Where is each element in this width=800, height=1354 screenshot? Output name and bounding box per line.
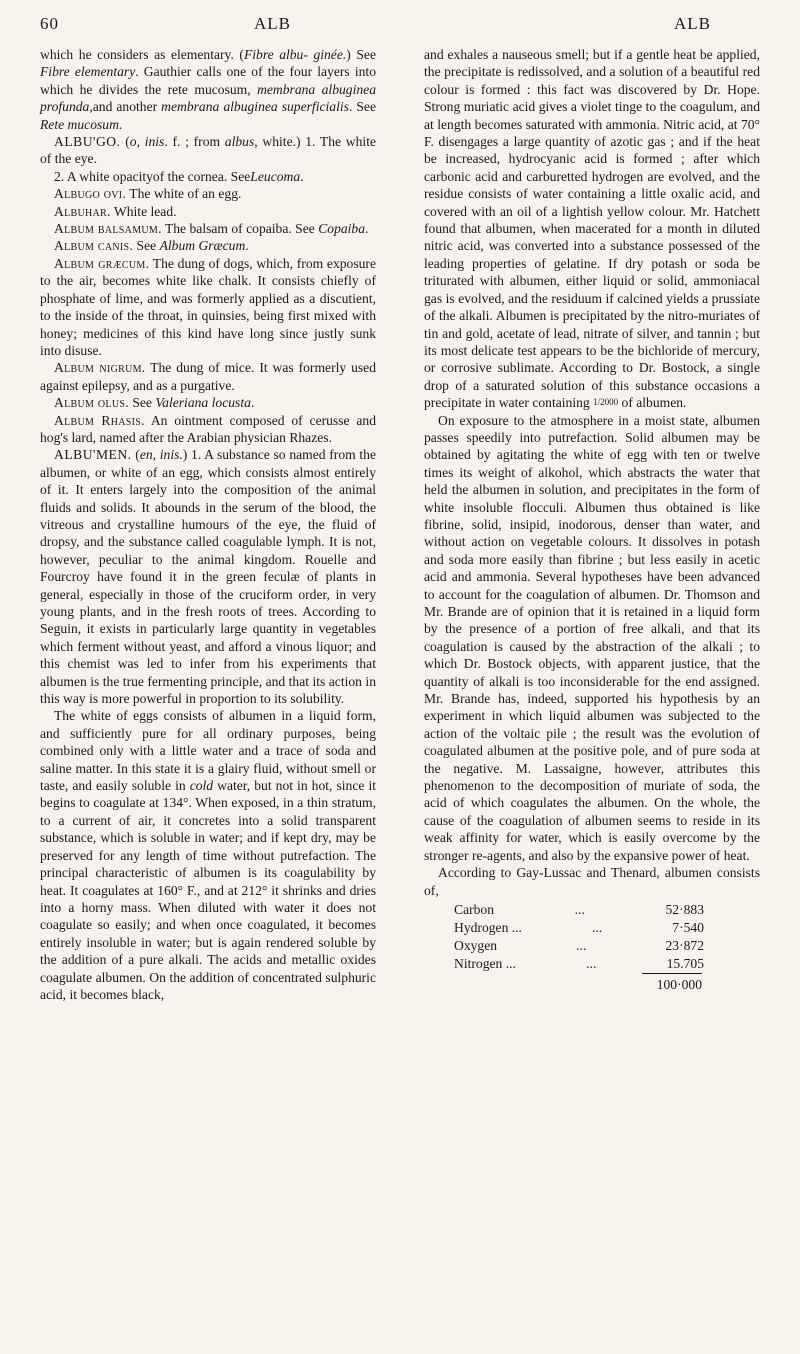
- element-name: Carbon: [454, 901, 495, 917]
- entry-albumen: ALBU'MEN. (en, inis.) 1. A substance so named from the albumen, or white of an egg, which consists almost entirely of it. It enters largely into the composition of the animal fluids and solids. It abounds in the serum of the blood, the vitreous and crystalline humours of the eye, the fluid of dropsy, and the substance called coagulable lymph. It is not, however, peculiar to the animal kingdom. Rouelle and Fourcroy have found it in the green feculæ of plants in general, especially in those of the cruciform order, in very young plants, and in the fresh roots of trees. According to Seguin, it exists in particularly large quantity in vegetables which ferment without yeast, and afford a vinous liquor; and this chemist was led to infer from his experiments that albumen is the true fermenting principle, and that its action in this way is more powerful in proportion to its solubility.: [40, 447, 377, 707]
- entry-albugo: ALBU'GO. (o, inis. f. ; from albus, white.) 1. The white of the eye.: [40, 134, 376, 167]
- paragraph-putrefaction: On exposure to the atmosphere in a moist state, albumen passes speedily into putrefaction. Solid albumen may be obtained by agitating the white of egg with ten or twelve times its weight of alkohol, which abstracts the water that held the albumen in solution, and precipitates in the form of white insoluble flocculi. Albumen thus obtained is like fibrine, solid, insipid, inodorous, denser than water, and without action on vegetable colours. It dissolves in potash and soda more easily than fibrine ; but less easily in acetic acid and ammonia. Several hypotheses have been advanced to account for the coagulation of albumen. Dr. Thomson and Mr. Brande are of opinion that it is retained in a liquid form by the presence of a portion of free alkali, and that its coagulation is caused by the abstraction of the alkali ; to which Dr. Bostock objects, with apparent justice, that the quantity of alkali is too inconsiderable for the end assigned. Mr. Brande has, indeed, supported his hypothesis by an experiment in which liquid albumen was subjected to the action of the voltaic pile ; the result was the evolution of coagulated albumen at the positive pole, and of pure soda at the negative. M. Lassaigne, however, attributes this phenomenon to the decomposition of muriate of soda, the acid of which coagulates the albumen. On the whole, the cause of the coagulation of albumen seems to reside in its weak affinity for water, which is easily overcome by the stronger re-agents, and also by the expansive power of heat.: [424, 412, 760, 863]
- entry-album-graecum: Album græcum. The dung of dogs, which, from exposure to the air, becomes white like chalk. It consists chiefly of phosphate of lime, and was formerly applied as a discutient, to the inside of the throat, in quinsies, being first mixed with honey; medicines of this kind have long since justly sunk into disuse.: [40, 255, 376, 358]
- leader-dots: ...: [574, 901, 585, 917]
- composition-total: 100·000: [642, 973, 702, 993]
- headword: ALBU'MEN.: [54, 447, 132, 463]
- paragraph-albumen-reactions: and exhales a nauseous smell; but if a gentle heat be applied, the precipitate is redissolved, and a solution of a beautiful red colour is formed : this fact was discovered by Dr. Hope. Strong muriatic acid gives a violet tinge to the coagulum, and at length becomes saturated with ammonia. Nitric acid, at 70° F. disengages a large quantity of azotic gas ; and if the heat be increased, hydrocyanic acid is formed ; after which carbonic acid and carburetted hydrogen are evolved, and the residue consists of water containing a little oxalic acid, and covered with an oil of a lightish yellow colour. Mr. Hatchett found that albumen, when macerated for a month in diluted nitric acid, was converted into a substance possessed of the leading properties of gelatine. If dry potash or soda be triturated with albumen, either liquid or solid, ammoniacal gas is evolved, and the residuum if calcined yields a prussiate of the alkali. Albumen is precipitated by the nitro-muriates of tin and gold, acetate of lead, nitrate of silver, and tannin ; but its most delicate test appears to be the bichloride of mercury, or corrosive sublimate. According to Dr. Bostock, a single drop of a saturated solution of this substance occasions a precipitate in water containing 1/2000 of albumen.: [424, 47, 760, 411]
- headword: Albugo ovi.: [54, 186, 127, 202]
- leader-dots: ...: [576, 937, 587, 953]
- entry-album-rhasis: Album Rhasis. An ointment composed of cerusse and hog's lard, named after the Arabian physician Rhazes.: [40, 412, 376, 445]
- page-number: 60: [40, 14, 59, 33]
- element-value: 15.705: [666, 955, 704, 971]
- leader-dots: ...: [592, 919, 603, 935]
- headword: Album olus.: [54, 395, 129, 411]
- headword: Album græcum.: [54, 255, 150, 271]
- entry-albugo-ovi: Albugo ovi. The white of an egg.: [54, 186, 242, 202]
- headword: Album Rhasis.: [54, 412, 145, 428]
- element-name: Nitrogen ...: [454, 955, 516, 971]
- element-value: 52·883: [665, 901, 704, 917]
- element-name: Hydrogen ...: [454, 919, 522, 935]
- table-row: [454, 955, 704, 973]
- entry-album-balsamum: Album balsamum. The balsam of copaiba. See Copaiba.: [54, 221, 369, 237]
- table-row: [454, 919, 704, 937]
- left-column: [40, 46, 376, 1003]
- composition-table: [454, 901, 704, 993]
- page-header: [40, 14, 760, 42]
- leader-dots: ...: [586, 955, 597, 971]
- element-value: 23·872: [665, 937, 704, 953]
- running-head-left: ALB: [254, 14, 291, 33]
- right-column: [424, 46, 760, 993]
- table-row: [454, 937, 704, 955]
- paragraph-continuation: which he considers as elementary. (Fibre albu- ginée.) See Fibre elementary. Gauthier calls one of the four layers into which he divides the rete mucosum, membrana albuginea profunda,and another membrana albuginea superficialis. See Rete mucosum.: [40, 47, 377, 132]
- headword: Album canis.: [54, 238, 134, 254]
- headword: Albuhar.: [54, 203, 111, 219]
- paragraph-white-of-eggs: The white of eggs consists of albumen in a liquid form, and sufficiently pure for all ordinary purposes, being combined only with a little water and a trace of soda and saline matter. In this state it is a glairy fluid, without smell or taste, and easily soluble in cold water, but not in hot, since it begins to coagulate at 134°. When exposed, in a thin stratum, to a current of air, it concretes into a solid transparent substance, which is soluble in water; and if kept dry, may be preserved for any length of time without putrefaction. The principal characteristic of albumen is its coagulability by heat. It coagulates at 160° F., and at 212° it shrinks and dries into a horny mass. When diluted with water it does not coagulate so easily; and when once coagulated, it becomes entirely insoluble in water; but is again rendered soluble by the addition of a pure alkali. The acids and metallic oxides coagulate albumen. On the addition of concentrated sulphuric acid, it becomes black,: [40, 708, 377, 1002]
- element-value: 7·540: [672, 919, 704, 935]
- fraction: 1/2000: [593, 397, 619, 408]
- paragraph-composition-intro: According to Gay-Lussac and Thenard, albumen consists of,: [424, 865, 760, 898]
- headword: Album nigrum.: [54, 360, 146, 376]
- table-row: [454, 901, 704, 919]
- element-name: Oxygen: [454, 937, 498, 953]
- entry-album-olus: Album olus. See Valeriana locusta.: [54, 395, 255, 411]
- entry-album-nigrum: Album nigrum. The dung of mice. It was formerly used against epilepsy, and as a purgative.: [40, 360, 377, 393]
- entry-album-canis: Album canis. See Album Græcum.: [54, 238, 249, 254]
- running-head-right: ALB: [674, 14, 711, 33]
- entry-albugo-sense-2: 2. A white opacityof the cornea. SeeLeucoma.: [54, 168, 304, 184]
- headword: Album balsamum.: [54, 221, 162, 237]
- entry-albuhar: Albuhar. White lead.: [54, 203, 177, 219]
- headword: ALBU'GO.: [54, 134, 121, 150]
